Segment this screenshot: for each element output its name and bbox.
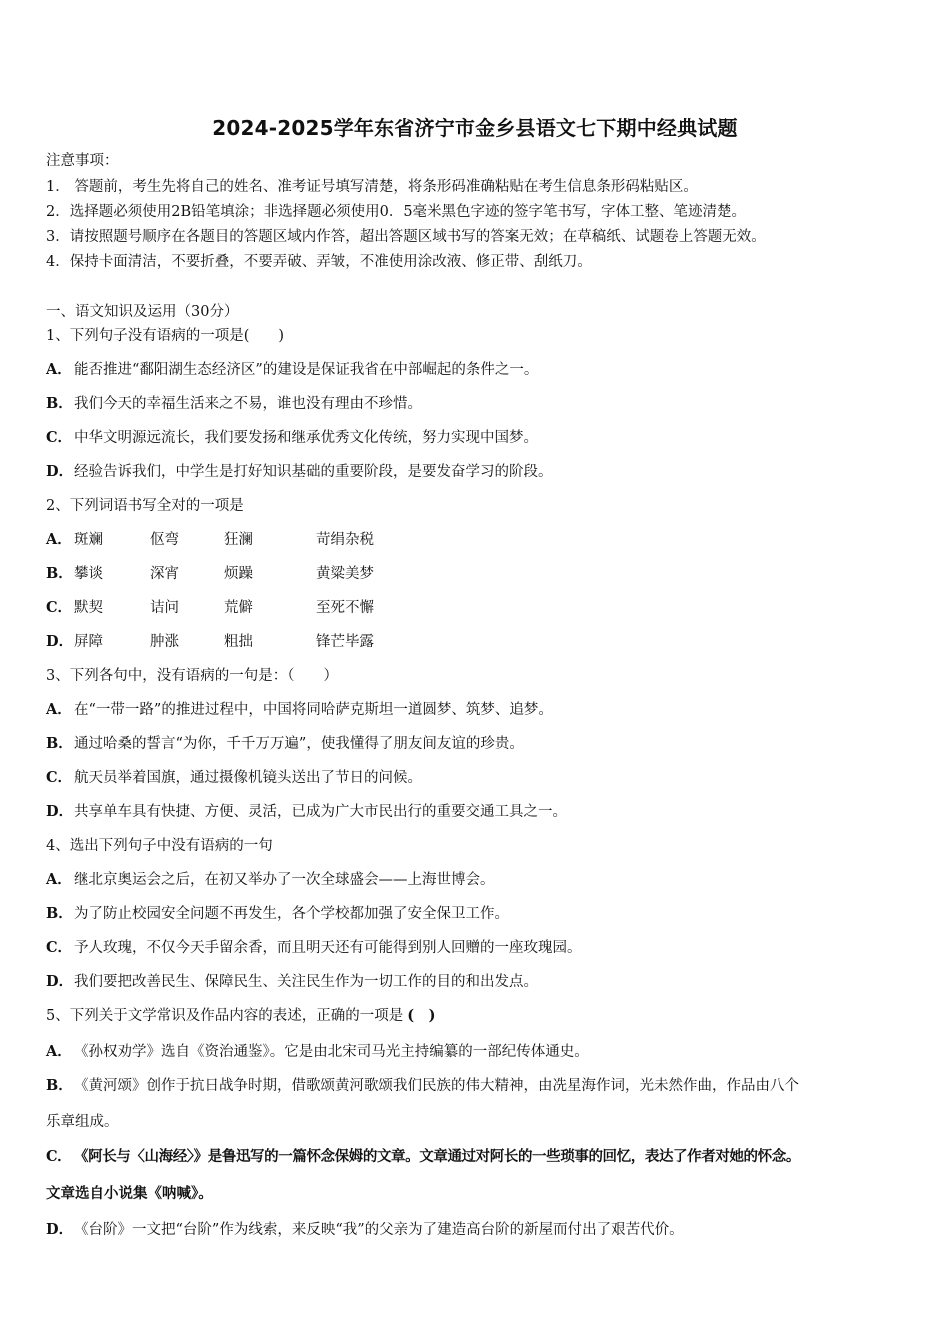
option-row — [46, 360, 538, 380]
option-label: D． — [46, 1221, 74, 1238]
option-label: D． — [46, 463, 74, 480]
notice-heading: 注意事项： — [46, 153, 119, 169]
question-stem: 1、下列句子没有语病的一项是( ) — [46, 328, 285, 344]
option-label: D． — [46, 973, 74, 990]
option-text: 为了防止校园安全问题不再发生，各个学校都加强了安全保卫工作。 — [74, 906, 509, 922]
option-word: 荒僻 — [224, 600, 253, 616]
option-row — [46, 530, 374, 550]
option-label: B． — [46, 565, 73, 582]
option-row — [46, 700, 553, 720]
page-title: 2024-2025学年东省济宁市金乡县语文七下期中经典试题 — [212, 116, 738, 140]
option-row — [46, 734, 524, 754]
option-row — [46, 598, 374, 618]
option-row — [46, 394, 422, 414]
option-text: 通过哈桑的誓言“为你，千千万万遍”，使我懂得了朋友间友谊的珍贵。 — [74, 736, 524, 752]
option-row — [46, 870, 495, 890]
option-row — [46, 802, 567, 822]
notice-item: 4．保持卡面清洁，不要折叠，不要弄破、弄皱，不准使用涂改液、修正带、刮纸刀。 — [46, 254, 592, 270]
option-text: 继北京奥运会之后，在初又举办了一次全球盛会——上海世博会。 — [74, 872, 495, 888]
option-row — [46, 632, 374, 652]
option-word: 烦躁 — [224, 566, 253, 582]
option-row — [46, 1042, 589, 1062]
option-label: A． — [46, 1043, 72, 1060]
option-word: 伛弯 — [150, 532, 179, 548]
option-text-continued: 乐章组成。 — [46, 1114, 119, 1130]
question-stem: 4、选出下列句子中没有语病的一句 — [46, 838, 273, 854]
option-row — [46, 904, 509, 924]
option-label: A． — [46, 871, 72, 888]
option-row — [46, 1147, 800, 1167]
option-label: C． — [46, 599, 73, 616]
option-word: 默契 — [74, 600, 103, 616]
option-text: 经验告诉我们，中学生是打好知识基础的重要阶段，是要发奋学习的阶段。 — [74, 464, 553, 480]
option-label: B． — [46, 1077, 73, 1094]
option-label: C． — [46, 1148, 72, 1165]
option-row — [46, 564, 374, 584]
answer-bracket: ( ) — [407, 1007, 436, 1024]
option-row — [46, 462, 553, 482]
question-stem: 2、下列词语书写全对的一项是 — [46, 498, 244, 514]
option-text: 《台阶》一文把“台阶”作为线索，来反映“我”的父亲为了建造高台阶的新屋而付出了艰苦代价。 — [74, 1222, 684, 1238]
option-word: 斑斓 — [74, 532, 103, 548]
notice-item: 2．选择题必须使用2B铅笔填涂；非选择题必须使用0．5毫米黑色字迹的签字笔书写，字体工整、笔迹清楚。 — [46, 204, 747, 220]
question-stem — [46, 1006, 435, 1026]
option-row — [46, 428, 538, 448]
option-text: 共享单车具有快捷、方便、灵活，已成为广大市民出行的重要交通工具之一。 — [74, 804, 567, 820]
option-row — [46, 938, 582, 958]
option-label: C． — [46, 769, 73, 786]
option-label: B． — [46, 905, 73, 922]
option-word: 诘问 — [150, 600, 179, 616]
option-word: 攀谈 — [74, 566, 103, 582]
option-word: 黄粱美梦 — [316, 566, 374, 582]
section-heading: 一、语文知识及运用（30分） — [46, 304, 239, 320]
option-text: 《阿长与〈山海经〉》是鲁迅写的一篇怀念保姆的文章。文章通过对阿长的一些琐事的回忆，表达了作者对她的怀念。 — [74, 1149, 800, 1165]
option-row — [46, 768, 422, 788]
notice-item: 1． 答题前，考生先将自己的姓名、准考证号填写清楚，将条形码准确粘贴在考生信息条形码粘贴区。 — [46, 179, 698, 195]
option-text: 我们要把改善民生、保障民生、关注民生作为一切工作的目的和出发点。 — [74, 974, 538, 990]
option-word: 苛绢杂税 — [316, 532, 374, 548]
option-text: 我们今天的幸福生活来之不易，谁也没有理由不珍惜。 — [74, 396, 422, 412]
option-text: 在“一带一路”的推进过程中，中国将同哈萨克斯坦一道圆梦、筑梦、追梦。 — [74, 702, 553, 718]
option-word: 锋芒毕露 — [316, 634, 374, 650]
option-text: 《黄河颂》创作于抗日战争时期，借歌颂黄河歌颂我们民族的伟大精神，由冼星海作词，光未然作曲，作品由八个 — [74, 1078, 799, 1094]
option-label: D． — [46, 633, 74, 650]
option-label: D． — [46, 803, 74, 820]
option-text: 予人玫瑰，不仅今天手留余香，而且明天还有可能得到别人回赠的一座玫瑰园。 — [74, 940, 582, 956]
option-text: 能否推进“鄱阳湖生态经济区”的建设是保证我省在中部崛起的条件之一。 — [74, 362, 539, 378]
option-word: 至死不懈 — [316, 600, 374, 616]
option-label: A． — [46, 361, 72, 378]
option-word: 粗拙 — [224, 634, 253, 650]
option-word: 深宵 — [150, 566, 179, 582]
option-row — [46, 1220, 684, 1240]
option-label: C． — [46, 939, 73, 956]
option-text-continued: 文章选自小说集《呐喊》。 — [46, 1186, 213, 1202]
option-word: 肿涨 — [150, 634, 179, 650]
option-label: A． — [46, 701, 72, 718]
option-text: 中华文明源远流长，我们要发扬和继承优秀文化传统，努力实现中国梦。 — [74, 430, 538, 446]
notice-item: 3．请按照题号顺序在各题目的答题区域内作答，超出答题区域书写的答案无效；在草稿纸、试题卷上答题无效。 — [46, 229, 766, 245]
option-row — [46, 972, 538, 992]
option-text: 航天员举着国旗，通过摄像机镜头送出了节日的问候。 — [74, 770, 422, 786]
option-label: B． — [46, 735, 73, 752]
question-stem-text: 5、下列关于文学常识及作品内容的表述，正确的一项是 — [46, 1008, 404, 1024]
option-word: 屏障 — [74, 634, 103, 650]
option-label: C． — [46, 429, 73, 446]
option-text: 《孙权劝学》选自《资治通鉴》。它是由北宋司马光主持编纂的一部纪传体通史。 — [74, 1044, 589, 1060]
option-label: A． — [46, 531, 72, 548]
question-stem: 3、下列各句中，没有语病的一句是：（ ） — [46, 668, 338, 684]
option-word: 狂澜 — [224, 532, 253, 548]
option-label: B． — [46, 395, 73, 412]
option-row — [46, 1076, 799, 1096]
